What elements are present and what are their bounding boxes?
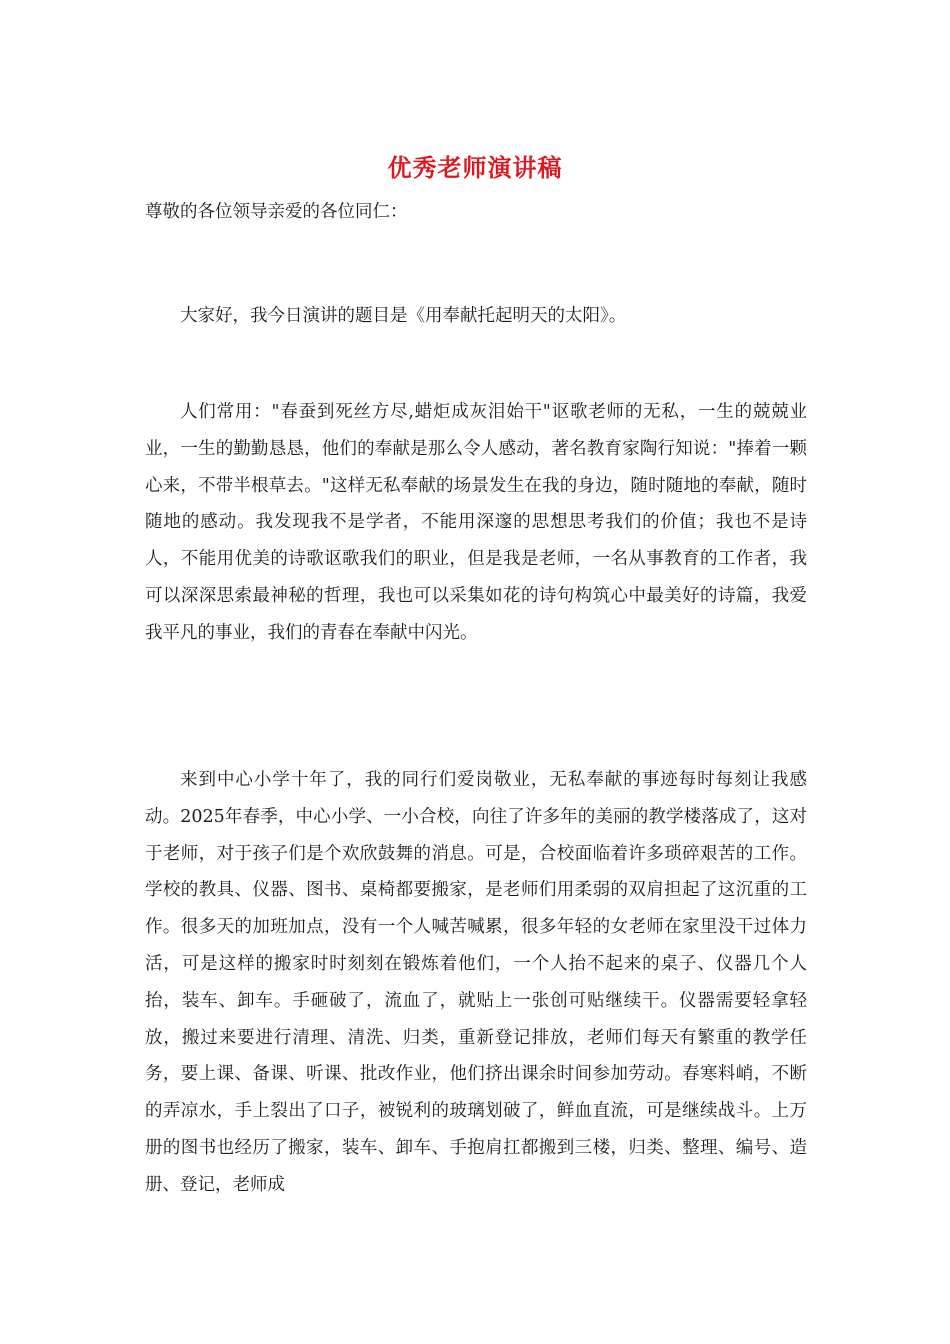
paragraph-quote: 人们常用："春蚕到死丝方尽,蜡炬成灰泪始干"讴歌老师的无私，一生的兢兢业业，一生的勤勤恳恳，他们的奉献是那么令人感动，著名教育家陶行知说："捧着一颗心来，不带半根草去。"这样无私奉献的场景发生在我的身边，随时随地的奉献，随时随地的感动。我发现我不是学者，不能用深邃的思想思考我们的价值；我也不是诗人，不能用优美的诗歌讴歌我们的职业，但是我是老师，一名从事教育的工作者，我可以深深思索最神秘的哲理，我也可以采集如花的诗句构筑心中最美好的诗篇，我爱我平凡的事业，我们的青春在奉献中闪光。 <box>145 402 807 643</box>
paragraph-intro: 大家好，我今日演讲的题目是《用奉献托起明天的太阳》。 <box>180 306 627 326</box>
paragraph-story: 来到中心小学十年了，我的同行们爱岗敬业，无私奉献的事迹每时每刻让我感动。2025年春季，中心小学、一小合校，向往了许多年的美丽的教学楼落成了，这对于老师，对于孩子们是个欢欣鼓舞的消息。可是，合校面临着许多琐碎艰苦的工作。学校的教具、仪器、图书、桌椅都要搬家，是老师们用柔弱的双肩担起了这沉重的工作。很多天的加班加点，没有一个人喊苦喊累，很多年轻的女老师在家里没干过体力活，可是这样的搬家时时刻刻在锻炼着他们，一个人抬不起来的桌子、仪器几个人抬，装车、卸车。手砸破了，流血了，就贴上一张创可贴继续干。仪器需要轻拿轻放，搬过来要进行清理、清洗、归类，重新登记排放，老师们每天有繁重的教学任务，要上课、备课、听课、批改作业，他们挤出课余时间参加劳动。春寒料峭，不断的弄凉水，手上裂出了口子，被锐利的玻璃划破了，鲜血直流，可是继续战斗。上万册的图书也经历了搬家，装车、卸车、手抱肩扛都搬到三楼，归类、整理、编号、造册、登记，老师成 <box>145 770 807 1195</box>
document-title: 优秀老师演讲稿 <box>387 153 563 182</box>
salutation: 尊敬的各位领导亲爱的各位同仁： <box>145 202 408 222</box>
